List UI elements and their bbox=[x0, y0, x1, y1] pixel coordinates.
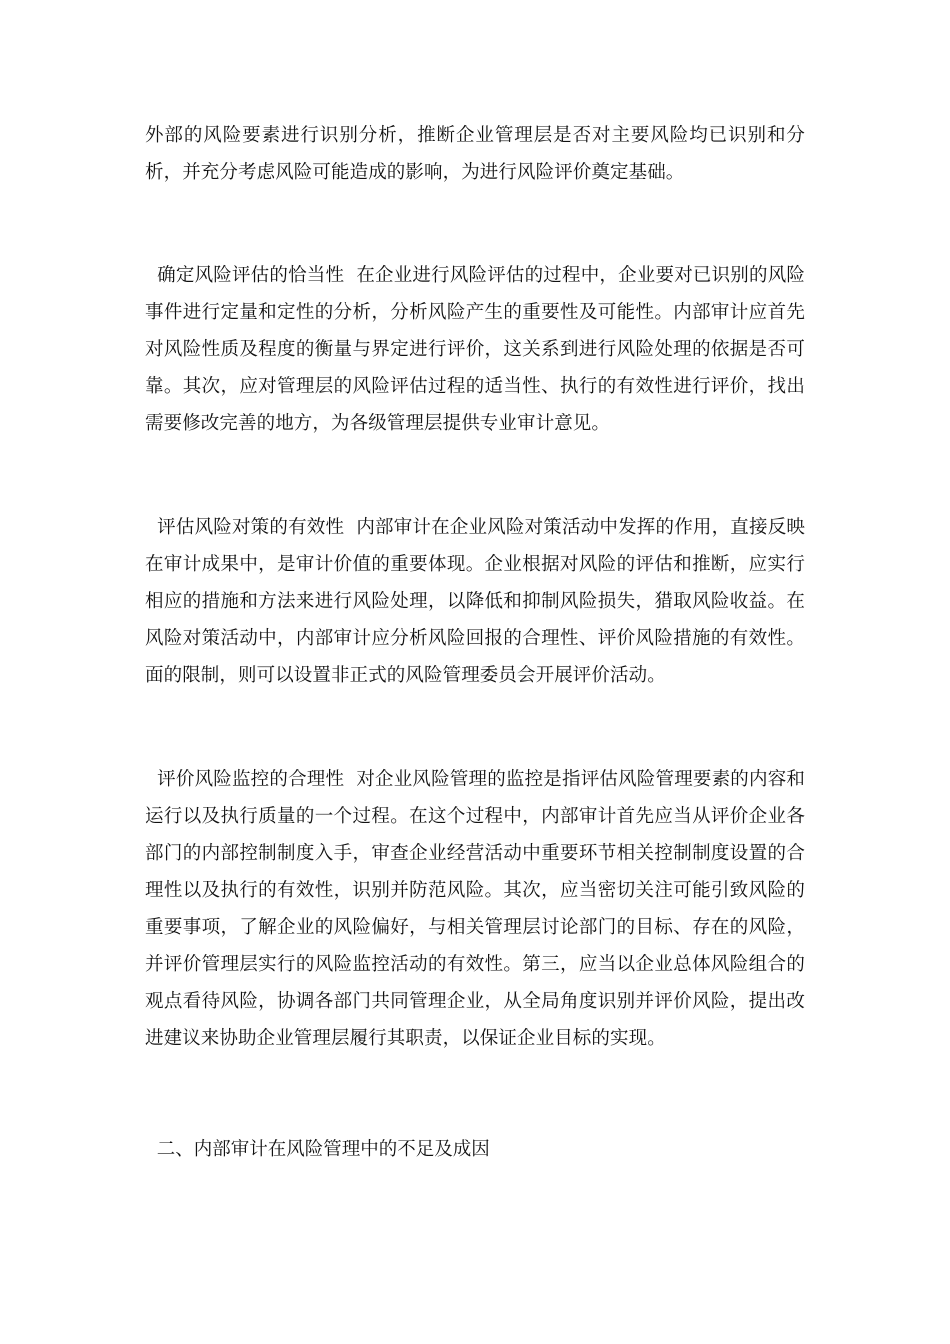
paragraph-risk-identification: 外部的风险要素进行识别分析，推断企业管理层是否对主要风险均已识别和分析，并充分考虑风险可能造成的影响，为进行风险评价奠定基础。 bbox=[145, 125, 805, 183]
section-heading: 二、内部审计在风险管理中的不足及成因 bbox=[145, 1139, 490, 1160]
paragraph-risk-assessment: 确定风险评估的恰当性 在企业进行风险评估的过程中，企业要对已识别的风险事件进行定量和定性的分析，分析风险产生的重要性及可能性。内部审计应首先对风险性质及程度的衡量与界定进行评价，这关系到进行风险处理的依据是否可靠。其次，应对管理层的风险评估过程的适当性、执行的有效性进行评价，找出需要修改完善的地方，为各级管理层提供专业审计意见。 bbox=[145, 265, 805, 434]
paragraph-risk-response: 评估风险对策的有效性 内部审计在企业风险对策活动中发挥的作用，直接反映在审计成果中，是审计价值的重要体现。企业根据对风险的评估和推断，应实行相应的措施和方法来进行风险处理，以降低和抑制风险损失，猎取风险收益。在风险对策活动中，内部审计应分析风险回报的合理性、评价风险措施的有效性。面的限制，则可以设置非正式的风险管理委员会开展评价活动。 bbox=[145, 517, 805, 686]
paragraph-risk-monitoring: 评价风险监控的合理性 对企业风险管理的监控是指评估风险管理要素的内容和运行以及执行质量的一个过程。在这个过程中，内部审计首先应当从评价企业各部门的内部控制制度入手，审查企业经营活动中重要环节相关控制制度设置的合理性以及执行的有效性，识别并防范风险。其次，应当密切关注可能引致风险的重要事项，了解企业的风险偏好，与相关管理层讨论部门的目标、存在的风险，并评价管理层实行的风险监控活动的有效性。第三，应当以企业总体风险组合的观点看待风险，协调各部门共同管理企业，从全局角度识别并评价风险，提出改进建议来协助企业管理层履行其职责，以保证企业目标的实现。 bbox=[145, 769, 805, 1049]
